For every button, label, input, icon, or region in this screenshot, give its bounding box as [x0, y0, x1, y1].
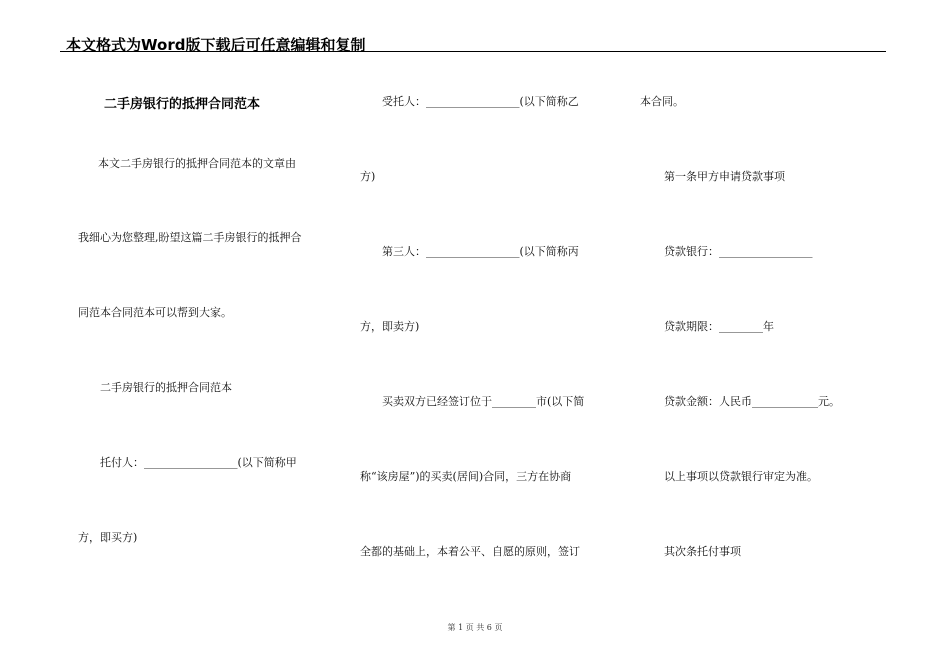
- text-line: 方): [360, 170, 376, 183]
- text-line: 第三人：_________________(以下简称丙: [382, 245, 579, 258]
- text-line: 买卖双方已经签订位于________市(以下简: [382, 395, 585, 408]
- document-title: 二手房银行的抵押合同范本: [104, 97, 261, 112]
- text-line: 贷款期限：________年: [664, 320, 774, 333]
- text-line: 称“该房屋”)的买卖(居间)合同，三方在协商: [360, 470, 572, 483]
- text-line: 二手房银行的抵押合同范本: [100, 381, 232, 394]
- text-line: 托付人：_________________(以下简称甲: [100, 456, 297, 469]
- header-rule: [60, 51, 886, 52]
- text-line: 本合同。: [640, 95, 684, 108]
- text-line: 全都的基础上，本着公平、自愿的原则，签订: [360, 545, 580, 558]
- text-line: 贷款金额：人民币____________元。: [664, 395, 840, 408]
- text-line: 我细心为您整理,盼望这篇二手房银行的抵押合: [78, 231, 302, 244]
- page-number: 第 1 页 共 6 页: [447, 623, 503, 632]
- text-line: 贷款银行：_________________: [664, 245, 813, 258]
- text-line: 方，即买方): [78, 531, 138, 544]
- text-line: 本文二手房银行的抵押合同范本的文章由: [98, 157, 296, 170]
- text-line: 以上事项以贷款银行审定为准。: [664, 470, 818, 483]
- text-line: 受托人：_________________(以下简称乙: [382, 95, 579, 108]
- document-banner: 本文格式为Word版下载后可任意编辑和复制: [66, 36, 366, 54]
- text-line: 其次条托付事项: [664, 545, 741, 558]
- text-line: 第一条甲方申请贷款事项: [664, 170, 785, 183]
- text-line: 同范本合同范本可以帮到大家。: [78, 306, 232, 319]
- text-line: 方，即卖方): [360, 320, 420, 333]
